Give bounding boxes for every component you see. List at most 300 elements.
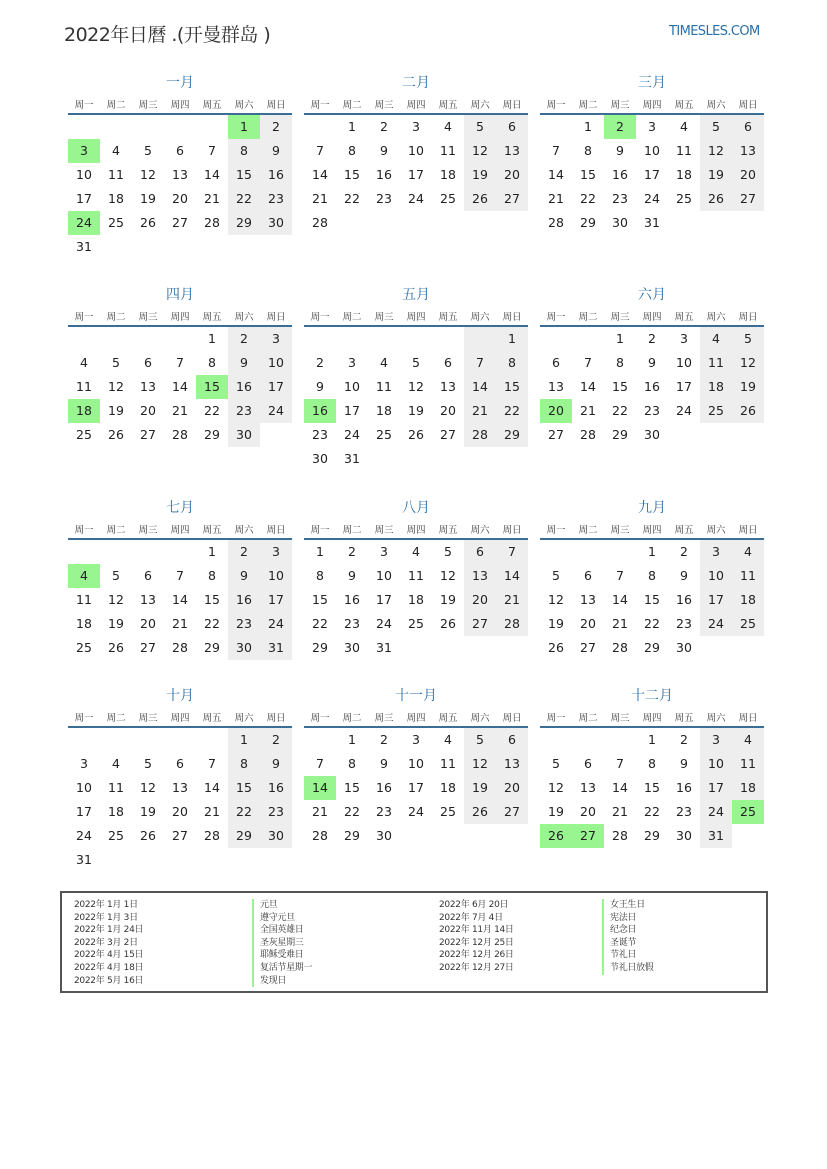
weekday-label: 周一 [546, 312, 566, 323]
legend-date: 2022年 6月 20日 [439, 900, 509, 910]
day-cell: 14 [172, 379, 188, 394]
day-cell: 23 [376, 804, 392, 819]
month-block [540, 285, 764, 447]
day-cell: 5 [552, 756, 560, 771]
day-cell: 12 [408, 379, 424, 394]
day-cell: 22 [644, 616, 660, 631]
weekday-header [540, 99, 764, 115]
day-cell: 11 [76, 379, 92, 394]
day-cell: 28 [464, 423, 496, 447]
empty-cell [132, 540, 164, 564]
day-grid [540, 115, 764, 235]
weekday-label: 周日 [266, 312, 286, 323]
page-title: 2022年日曆 .(开曼群岛 ) [64, 24, 271, 46]
empty-cell [164, 327, 196, 351]
day-cell: 5 [144, 143, 152, 158]
holiday-legend [60, 891, 768, 993]
day-cell: 7 [208, 756, 216, 771]
weekday-header [68, 712, 292, 728]
day-cell: 2 [380, 119, 388, 134]
month-title: 四月 [166, 287, 194, 303]
day-cell: 4 [412, 544, 420, 559]
legend-holiday-name: 遵守元旦 [252, 912, 312, 925]
day-cell: 7 [616, 568, 624, 583]
day-cell: 9 [260, 752, 292, 776]
day-cell: 3 [700, 728, 732, 752]
day-cell: 21 [548, 191, 564, 206]
weekday-label: 周六 [470, 100, 490, 111]
day-cell: 8 [228, 139, 260, 163]
day-cell: 27 [732, 187, 764, 211]
weekday-label: 周四 [642, 713, 662, 724]
day-cell: 9 [260, 139, 292, 163]
empty-cell [164, 115, 196, 139]
day-cell: 14 [548, 167, 564, 182]
weekday-label: 周五 [674, 525, 694, 536]
day-cell: 27 [440, 427, 456, 442]
day-cell: 5 [464, 728, 496, 752]
day-cell: 12 [548, 780, 564, 795]
weekday-label: 周五 [674, 312, 694, 323]
day-cell: 24 [644, 191, 660, 206]
day-cell: 26 [440, 616, 456, 631]
weekday-label: 周五 [438, 312, 458, 323]
weekday-label: 周四 [170, 312, 190, 323]
day-cell: 4 [112, 756, 120, 771]
day-cell: 7 [176, 568, 184, 583]
day-cell: 3 [412, 732, 420, 747]
day-cell: 25 [676, 191, 692, 206]
day-cell: 21 [580, 403, 596, 418]
weekday-label: 周二 [106, 713, 126, 724]
weekday-header [540, 712, 764, 728]
day-cell: 11 [676, 143, 692, 158]
day-cell: 18 [700, 375, 732, 399]
day-cell: 13 [580, 592, 596, 607]
day-cell: 10 [76, 780, 92, 795]
day-cell: 1 [584, 119, 592, 134]
holiday-day-cell: 14 [304, 776, 336, 800]
day-cell: 2 [680, 732, 688, 747]
day-cell: 29 [612, 427, 628, 442]
weekday-label: 周二 [342, 100, 362, 111]
day-cell: 4 [700, 327, 732, 351]
day-cell: 14 [204, 780, 220, 795]
day-grid [68, 327, 292, 447]
day-cell: 27 [140, 640, 156, 655]
day-cell: 16 [344, 592, 360, 607]
day-cell: 13 [172, 167, 188, 182]
day-cell: 28 [548, 215, 564, 230]
day-cell: 17 [76, 191, 92, 206]
empty-cell [572, 327, 604, 351]
day-cell: 29 [204, 640, 220, 655]
day-cell: 1 [348, 732, 356, 747]
weekday-label: 周六 [470, 713, 490, 724]
month-block [68, 686, 292, 872]
day-cell: 7 [208, 143, 216, 158]
day-cell: 1 [316, 544, 324, 559]
day-cell: 11 [440, 143, 456, 158]
day-cell: 6 [464, 540, 496, 564]
day-cell: 23 [260, 187, 292, 211]
day-cell: 14 [312, 167, 328, 182]
month-title: 十月 [166, 688, 194, 704]
day-cell: 21 [612, 616, 628, 631]
day-cell: 30 [228, 423, 260, 447]
weekday-header [304, 524, 528, 540]
holiday-day-cell: 2 [604, 115, 636, 139]
holiday-day-cell: 20 [540, 399, 572, 423]
day-cell: 30 [260, 824, 292, 848]
day-grid [304, 327, 528, 471]
holiday-day-cell: 15 [196, 375, 228, 399]
day-cell: 8 [648, 756, 656, 771]
weekday-label: 周五 [202, 312, 222, 323]
day-cell: 26 [464, 187, 496, 211]
day-cell: 6 [176, 756, 184, 771]
day-cell: 11 [732, 564, 764, 588]
day-cell: 4 [444, 119, 452, 134]
weekday-label: 周六 [470, 525, 490, 536]
day-cell: 29 [644, 640, 660, 655]
day-cell: 8 [584, 143, 592, 158]
day-grid [68, 540, 292, 660]
weekday-label: 周六 [706, 100, 726, 111]
day-cell: 19 [548, 804, 564, 819]
day-cell: 10 [700, 752, 732, 776]
day-cell: 21 [464, 399, 496, 423]
empty-cell [540, 115, 572, 139]
weekday-label: 周三 [374, 312, 394, 323]
day-cell: 16 [376, 167, 392, 182]
empty-cell [464, 327, 496, 351]
weekday-header [304, 311, 528, 327]
empty-cell [132, 728, 164, 752]
weekday-label: 周三 [610, 100, 630, 111]
day-cell: 25 [76, 640, 92, 655]
day-cell: 13 [580, 780, 596, 795]
day-cell: 22 [344, 804, 360, 819]
day-cell: 4 [732, 540, 764, 564]
day-cell: 21 [172, 403, 188, 418]
day-cell: 12 [700, 139, 732, 163]
day-cell: 22 [204, 403, 220, 418]
day-cell: 23 [228, 399, 260, 423]
legend-holiday-name: 圣诞节 [602, 937, 654, 950]
day-cell: 8 [616, 355, 624, 370]
weekday-header [304, 712, 528, 728]
day-cell: 10 [260, 351, 292, 375]
day-cell: 20 [440, 403, 456, 418]
empty-cell [400, 327, 432, 351]
month-title: 十二月 [631, 688, 673, 704]
day-cell: 11 [108, 167, 124, 182]
day-cell: 23 [676, 804, 692, 819]
legend-date: 2022年 1月 24日 [74, 925, 144, 936]
day-cell: 31 [344, 451, 360, 466]
day-cell: 17 [644, 167, 660, 182]
weekday-label: 周日 [266, 100, 286, 111]
day-cell: 3 [80, 756, 88, 771]
day-cell: 1 [648, 544, 656, 559]
day-cell: 13 [732, 139, 764, 163]
weekday-label: 周二 [578, 713, 598, 724]
weekday-label: 周一 [310, 713, 330, 724]
day-cell: 6 [496, 728, 528, 752]
day-cell: 8 [648, 568, 656, 583]
weekday-label: 周二 [578, 100, 598, 111]
day-cell: 11 [108, 780, 124, 795]
day-cell: 15 [580, 167, 596, 182]
day-cell: 17 [76, 804, 92, 819]
day-grid [540, 728, 764, 848]
day-cell: 23 [644, 403, 660, 418]
weekday-label: 周二 [578, 312, 598, 323]
legend-dates-col-2 [439, 899, 514, 975]
day-cell: 29 [580, 215, 596, 230]
day-cell: 17 [260, 375, 292, 399]
day-cell: 10 [76, 167, 92, 182]
weekday-label: 周五 [202, 100, 222, 111]
day-cell: 22 [612, 403, 628, 418]
holiday-day-cell: 4 [68, 564, 100, 588]
day-cell: 24 [260, 612, 292, 636]
weekday-header [68, 311, 292, 327]
day-cell: 2 [648, 331, 656, 346]
day-cell: 4 [112, 143, 120, 158]
day-cell: 21 [312, 804, 328, 819]
holiday-day-cell: 16 [304, 399, 336, 423]
day-cell: 5 [732, 327, 764, 351]
day-cell: 18 [76, 616, 92, 631]
day-cell: 20 [140, 403, 156, 418]
weekday-label: 周四 [170, 713, 190, 724]
month-title: 七月 [166, 500, 194, 516]
day-cell: 21 [204, 804, 220, 819]
weekday-label: 周日 [266, 713, 286, 724]
day-cell: 15 [644, 780, 660, 795]
weekday-label: 周五 [674, 100, 694, 111]
day-cell: 23 [676, 616, 692, 631]
day-cell: 4 [80, 355, 88, 370]
day-cell: 20 [140, 616, 156, 631]
day-cell: 25 [700, 399, 732, 423]
day-cell: 12 [732, 351, 764, 375]
legend-holiday-name: 节礼日 [602, 949, 654, 962]
day-cell: 11 [76, 592, 92, 607]
day-grid [540, 540, 764, 660]
day-cell: 18 [408, 592, 424, 607]
weekday-label: 周四 [170, 525, 190, 536]
day-cell: 19 [548, 616, 564, 631]
day-cell: 15 [496, 375, 528, 399]
weekday-label: 周一 [74, 713, 94, 724]
empty-cell [540, 540, 572, 564]
day-cell: 1 [496, 327, 528, 351]
day-cell: 1 [616, 331, 624, 346]
legend-date: 2022年 4月 18日 [74, 962, 144, 973]
day-cell: 27 [580, 640, 596, 655]
day-cell: 13 [440, 379, 456, 394]
day-cell: 5 [144, 756, 152, 771]
day-cell: 26 [464, 800, 496, 824]
day-cell: 13 [496, 752, 528, 776]
day-grid [540, 327, 764, 447]
month-title: 三月 [638, 75, 666, 91]
day-cell: 19 [464, 776, 496, 800]
day-cell: 26 [140, 215, 156, 230]
weekday-label: 周三 [138, 525, 158, 536]
day-cell: 19 [140, 804, 156, 819]
day-cell: 29 [644, 828, 660, 843]
empty-cell [572, 540, 604, 564]
holiday-day-cell: 24 [68, 211, 100, 235]
day-cell: 7 [464, 351, 496, 375]
day-cell: 18 [676, 167, 692, 182]
day-cell: 18 [732, 588, 764, 612]
empty-cell [196, 728, 228, 752]
empty-cell [572, 728, 604, 752]
day-cell: 12 [440, 568, 456, 583]
day-cell: 10 [644, 143, 660, 158]
day-cell: 18 [376, 403, 392, 418]
weekday-header [68, 524, 292, 540]
day-cell: 27 [496, 187, 528, 211]
day-cell: 22 [312, 616, 328, 631]
day-cell: 7 [616, 756, 624, 771]
day-cell: 23 [612, 191, 628, 206]
empty-cell [100, 540, 132, 564]
day-cell: 28 [172, 427, 188, 442]
day-cell: 7 [552, 143, 560, 158]
day-cell: 5 [700, 115, 732, 139]
site-link[interactable]: TIMESLES.COM [669, 24, 760, 39]
weekday-label: 周日 [738, 713, 758, 724]
day-grid [68, 728, 292, 872]
month-title: 十一月 [395, 688, 437, 704]
empty-cell [68, 728, 100, 752]
weekday-label: 周一 [310, 312, 330, 323]
empty-cell [604, 540, 636, 564]
weekday-label: 周二 [342, 713, 362, 724]
day-cell: 17 [408, 780, 424, 795]
empty-cell [100, 327, 132, 351]
day-cell: 17 [260, 588, 292, 612]
day-cell: 2 [228, 327, 260, 351]
day-cell: 28 [204, 215, 220, 230]
day-cell: 22 [204, 616, 220, 631]
day-cell: 8 [348, 756, 356, 771]
day-cell: 2 [680, 544, 688, 559]
day-cell: 31 [644, 215, 660, 230]
day-cell: 30 [676, 828, 692, 843]
day-cell: 25 [76, 427, 92, 442]
weekday-label: 周六 [706, 525, 726, 536]
legend-date: 2022年 5月 16日 [74, 975, 144, 986]
day-cell: 14 [612, 592, 628, 607]
day-cell: 30 [228, 636, 260, 660]
day-cell: 30 [676, 640, 692, 655]
day-cell: 16 [676, 592, 692, 607]
day-cell: 9 [228, 564, 260, 588]
weekday-label: 周五 [674, 713, 694, 724]
day-cell: 18 [732, 776, 764, 800]
day-cell: 19 [140, 191, 156, 206]
day-cell: 11 [440, 756, 456, 771]
day-cell: 5 [112, 355, 120, 370]
day-cell: 18 [440, 780, 456, 795]
legend-holiday-name: 复活节星期一 [252, 962, 312, 975]
day-cell: 17 [700, 588, 732, 612]
day-cell: 3 [380, 544, 388, 559]
month-block [304, 285, 528, 471]
weekday-label: 周四 [406, 525, 426, 536]
holiday-day-cell: 3 [68, 139, 100, 163]
day-cell: 12 [108, 379, 124, 394]
day-cell: 29 [204, 427, 220, 442]
weekday-label: 周二 [342, 525, 362, 536]
day-cell: 5 [444, 544, 452, 559]
day-cell: 12 [140, 780, 156, 795]
day-cell: 20 [172, 804, 188, 819]
day-cell: 12 [140, 167, 156, 182]
weekday-label: 周日 [502, 312, 522, 323]
weekday-label: 周二 [106, 525, 126, 536]
day-cell: 10 [344, 379, 360, 394]
weekday-label: 周四 [406, 100, 426, 111]
day-cell: 7 [316, 143, 324, 158]
day-cell: 6 [584, 756, 592, 771]
day-cell: 16 [228, 588, 260, 612]
day-cell: 14 [204, 167, 220, 182]
day-cell: 29 [496, 423, 528, 447]
weekday-label: 周三 [374, 100, 394, 111]
weekday-label: 周一 [546, 713, 566, 724]
day-cell: 17 [344, 403, 360, 418]
day-cell: 13 [140, 592, 156, 607]
day-cell: 16 [644, 379, 660, 394]
day-cell: 9 [380, 143, 388, 158]
day-cell: 15 [344, 167, 360, 182]
day-cell: 11 [408, 568, 424, 583]
day-cell: 4 [680, 119, 688, 134]
day-cell: 15 [612, 379, 628, 394]
day-cell: 18 [108, 804, 124, 819]
day-cell: 26 [700, 187, 732, 211]
weekday-label: 周五 [438, 100, 458, 111]
legend-date: 2022年 1月 1日 [74, 900, 138, 910]
weekday-label: 周一 [74, 312, 94, 323]
empty-cell [100, 728, 132, 752]
day-cell: 22 [580, 191, 596, 206]
day-cell: 9 [348, 568, 356, 583]
day-cell: 2 [260, 728, 292, 752]
day-cell: 13 [464, 564, 496, 588]
weekday-label: 周一 [74, 525, 94, 536]
day-cell: 6 [144, 355, 152, 370]
day-cell: 3 [260, 540, 292, 564]
weekday-label: 周五 [438, 525, 458, 536]
day-grid [304, 540, 528, 660]
day-cell: 23 [228, 612, 260, 636]
day-cell: 24 [676, 403, 692, 418]
day-cell: 30 [260, 211, 292, 235]
day-cell: 24 [260, 399, 292, 423]
weekday-header [540, 311, 764, 327]
legend-date: 2022年 3月 2日 [74, 937, 138, 948]
day-cell: 9 [380, 756, 388, 771]
